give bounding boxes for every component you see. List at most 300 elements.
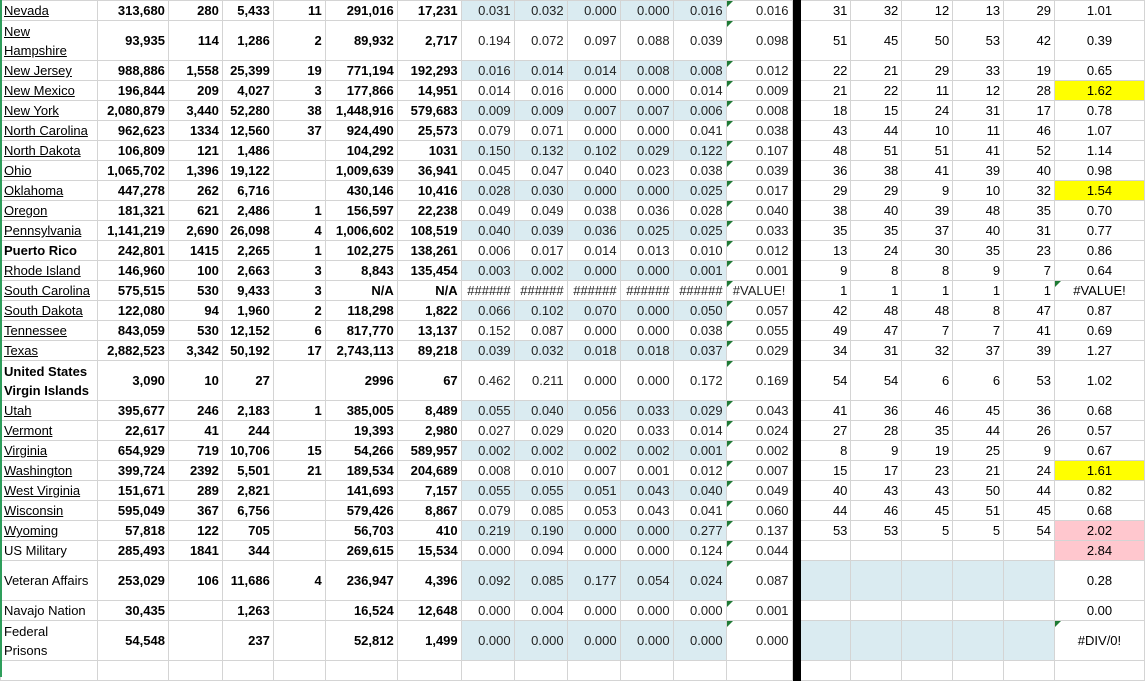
cell-rank-4[interactable] xyxy=(953,621,1004,661)
cell-rank-3[interactable]: 35 xyxy=(902,421,953,441)
cell-rank-1[interactable]: 49 xyxy=(800,321,851,341)
cell-rank-4[interactable]: 40 xyxy=(953,221,1004,241)
cell-name[interactable] xyxy=(1,461,98,481)
cell-b[interactable]: 313,680 xyxy=(97,1,168,21)
cell-rank-5[interactable]: 1 xyxy=(1004,281,1055,301)
cell-rank-3[interactable]: 7 xyxy=(902,321,953,341)
cell-d[interactable]: 25,399 xyxy=(222,61,273,81)
cell-d[interactable]: 5,501 xyxy=(222,461,273,481)
cell-ratio-3[interactable]: 0.014 xyxy=(567,61,620,81)
cell-rank-5[interactable]: 23 xyxy=(1004,241,1055,261)
state-link[interactable]: New York xyxy=(4,103,59,118)
cell-name[interactable] xyxy=(1,201,98,221)
cell-score[interactable]: 0.39 xyxy=(1054,21,1144,61)
cell-rank-4[interactable]: 45 xyxy=(953,401,1004,421)
cell-ratio-1[interactable]: 0.000 xyxy=(461,621,514,661)
empty-cell[interactable] xyxy=(222,661,273,681)
cell-f[interactable]: 385,005 xyxy=(325,401,397,421)
cell-b[interactable]: 146,960 xyxy=(97,261,168,281)
cell-c[interactable]: 719 xyxy=(168,441,222,461)
cell-d[interactable]: 50,192 xyxy=(222,341,273,361)
cell-ratio-3[interactable]: 0.056 xyxy=(567,401,620,421)
cell-rank-1[interactable]: 31 xyxy=(800,1,851,21)
cell-ratio-5[interactable]: 0.039 xyxy=(673,21,726,61)
cell-ratio-1[interactable]: 0.079 xyxy=(461,501,514,521)
cell-rank-2[interactable]: 22 xyxy=(851,81,902,101)
cell-rank-2[interactable]: 17 xyxy=(851,461,902,481)
cell-g[interactable]: 138,261 xyxy=(397,241,461,261)
cell-average[interactable]: 0.137 xyxy=(726,521,792,541)
cell-f[interactable]: 771,194 xyxy=(325,61,397,81)
cell-rank-5[interactable]: 32 xyxy=(1004,181,1055,201)
cell-rank-2[interactable]: 9 xyxy=(851,441,902,461)
cell-ratio-2[interactable]: 0.030 xyxy=(514,181,567,201)
cell-b[interactable]: 151,671 xyxy=(97,481,168,501)
cell-rank-5[interactable]: 46 xyxy=(1004,121,1055,141)
cell-ratio-4[interactable]: 0.033 xyxy=(620,421,673,441)
cell-b[interactable]: 2,882,523 xyxy=(97,341,168,361)
cell-score[interactable]: 2.84 xyxy=(1054,541,1144,561)
cell-name[interactable] xyxy=(1,221,98,241)
cell-ratio-3[interactable]: 0.000 xyxy=(567,1,620,21)
cell-f[interactable]: 430,146 xyxy=(325,181,397,201)
cell-c[interactable]: 1415 xyxy=(168,241,222,261)
cell-ratio-1[interactable]: 0.066 xyxy=(461,301,514,321)
cell-d[interactable]: 11,686 xyxy=(222,561,273,601)
cell-name[interactable] xyxy=(1,81,98,101)
cell-ratio-4[interactable]: 0.043 xyxy=(620,481,673,501)
cell-ratio-1[interactable]: 0.045 xyxy=(461,161,514,181)
cell-name[interactable] xyxy=(1,241,98,261)
cell-g[interactable]: 10,416 xyxy=(397,181,461,201)
state-link[interactable]: Wisconsin xyxy=(4,503,64,518)
cell-g[interactable]: 67 xyxy=(397,361,461,401)
cell-ratio-4[interactable]: 0.000 xyxy=(620,321,673,341)
cell-score[interactable]: 0.28 xyxy=(1054,561,1144,601)
cell-rank-5[interactable]: 44 xyxy=(1004,481,1055,501)
cell-c[interactable]: 100 xyxy=(168,261,222,281)
state-link[interactable]: West Virginia xyxy=(4,483,81,498)
cell-c[interactable]: 2392 xyxy=(168,461,222,481)
cell-name[interactable] xyxy=(1,361,98,401)
cell-e[interactable]: 1 xyxy=(273,401,325,421)
cell-average[interactable]: 0.009 xyxy=(726,81,792,101)
state-link[interactable]: New Mexico xyxy=(4,83,75,98)
cell-rank-4[interactable]: 1 xyxy=(953,281,1004,301)
cell-ratio-4[interactable]: 0.007 xyxy=(620,101,673,121)
cell-ratio-3[interactable]: 0.007 xyxy=(567,101,620,121)
cell-g[interactable]: 8,867 xyxy=(397,501,461,521)
cell-f[interactable]: 2,743,113 xyxy=(325,341,397,361)
cell-ratio-2[interactable]: 0.014 xyxy=(514,61,567,81)
cell-f[interactable]: 8,843 xyxy=(325,261,397,281)
cell-rank-4[interactable] xyxy=(953,601,1004,621)
cell-average[interactable]: 0.044 xyxy=(726,541,792,561)
cell-rank-3[interactable]: 10 xyxy=(902,121,953,141)
cell-average[interactable]: 0.043 xyxy=(726,401,792,421)
cell-rank-2[interactable]: 38 xyxy=(851,161,902,181)
cell-rank-5[interactable]: 17 xyxy=(1004,101,1055,121)
cell-rank-4[interactable]: 44 xyxy=(953,421,1004,441)
empty-cell[interactable] xyxy=(620,661,673,681)
cell-rank-3[interactable]: 11 xyxy=(902,81,953,101)
cell-rank-1[interactable]: 9 xyxy=(800,261,851,281)
cell-rank-1[interactable]: 34 xyxy=(800,341,851,361)
cell-name[interactable] xyxy=(1,541,98,561)
cell-score[interactable]: 0.98 xyxy=(1054,161,1144,181)
state-link[interactable]: South Dakota xyxy=(4,303,83,318)
cell-ratio-3[interactable]: 0.007 xyxy=(567,461,620,481)
cell-rank-3[interactable]: 30 xyxy=(902,241,953,261)
cell-e[interactable]: 38 xyxy=(273,101,325,121)
cell-ratio-3[interactable]: 0.070 xyxy=(567,301,620,321)
cell-f[interactable]: 54,266 xyxy=(325,441,397,461)
cell-b[interactable]: 106,809 xyxy=(97,141,168,161)
cell-average[interactable]: 0.007 xyxy=(726,461,792,481)
cell-score[interactable]: #DIV/0! xyxy=(1054,621,1144,661)
cell-rank-1[interactable]: 53 xyxy=(800,521,851,541)
cell-f[interactable]: 236,947 xyxy=(325,561,397,601)
cell-ratio-3[interactable]: 0.051 xyxy=(567,481,620,501)
cell-e[interactable]: 17 xyxy=(273,341,325,361)
cell-average[interactable]: 0.001 xyxy=(726,261,792,281)
cell-rank-5[interactable]: 19 xyxy=(1004,61,1055,81)
cell-rank-5[interactable]: 28 xyxy=(1004,81,1055,101)
cell-d[interactable]: 1,263 xyxy=(222,601,273,621)
cell-name[interactable] xyxy=(1,141,98,161)
cell-c[interactable]: 530 xyxy=(168,281,222,301)
cell-rank-1[interactable] xyxy=(800,621,851,661)
cell-rank-2[interactable] xyxy=(851,561,902,601)
cell-g[interactable]: 4,396 xyxy=(397,561,461,601)
cell-rank-5[interactable]: 36 xyxy=(1004,401,1055,421)
cell-rank-2[interactable]: 32 xyxy=(851,1,902,21)
cell-ratio-5[interactable]: 0.001 xyxy=(673,441,726,461)
cell-e[interactable] xyxy=(273,521,325,541)
cell-rank-3[interactable]: 37 xyxy=(902,221,953,241)
cell-rank-2[interactable]: 53 xyxy=(851,521,902,541)
cell-ratio-3[interactable]: 0.038 xyxy=(567,201,620,221)
cell-average[interactable]: 0.057 xyxy=(726,301,792,321)
cell-name[interactable] xyxy=(1,441,98,461)
cell-ratio-5[interactable]: 0.008 xyxy=(673,61,726,81)
cell-rank-4[interactable]: 7 xyxy=(953,321,1004,341)
cell-ratio-4[interactable]: 0.000 xyxy=(620,121,673,141)
cell-ratio-2[interactable]: 0.029 xyxy=(514,421,567,441)
cell-ratio-2[interactable]: 0.004 xyxy=(514,601,567,621)
cell-g[interactable]: 1,499 xyxy=(397,621,461,661)
cell-g[interactable]: 17,231 xyxy=(397,1,461,21)
cell-ratio-5[interactable]: 0.025 xyxy=(673,181,726,201)
cell-ratio-1[interactable]: 0.028 xyxy=(461,181,514,201)
cell-ratio-5[interactable]: 0.277 xyxy=(673,521,726,541)
empty-cell[interactable] xyxy=(168,661,222,681)
cell-rank-5[interactable]: 45 xyxy=(1004,501,1055,521)
cell-name[interactable] xyxy=(1,61,98,81)
cell-rank-5[interactable]: 41 xyxy=(1004,321,1055,341)
cell-ratio-1[interactable]: 0.016 xyxy=(461,61,514,81)
cell-name[interactable] xyxy=(1,421,98,441)
cell-e[interactable]: 2 xyxy=(273,301,325,321)
cell-rank-4[interactable]: 9 xyxy=(953,261,1004,281)
cell-d[interactable]: 12,152 xyxy=(222,321,273,341)
cell-e[interactable] xyxy=(273,541,325,561)
cell-e[interactable]: 15 xyxy=(273,441,325,461)
cell-ratio-4[interactable]: 0.002 xyxy=(620,441,673,461)
cell-rank-2[interactable] xyxy=(851,601,902,621)
cell-rank-3[interactable]: 48 xyxy=(902,301,953,321)
cell-d[interactable]: 244 xyxy=(222,421,273,441)
cell-name[interactable] xyxy=(1,121,98,141)
cell-d[interactable]: 10,706 xyxy=(222,441,273,461)
cell-rank-3[interactable]: 39 xyxy=(902,201,953,221)
cell-g[interactable]: 589,957 xyxy=(397,441,461,461)
cell-ratio-3[interactable]: 0.000 xyxy=(567,261,620,281)
cell-ratio-3[interactable]: 0.000 xyxy=(567,361,620,401)
cell-c[interactable]: 41 xyxy=(168,421,222,441)
cell-rank-1[interactable]: 44 xyxy=(800,501,851,521)
cell-name[interactable] xyxy=(1,601,98,621)
cell-score[interactable]: 0.70 xyxy=(1054,201,1144,221)
cell-d[interactable]: 52,280 xyxy=(222,101,273,121)
cell-b[interactable]: 395,677 xyxy=(97,401,168,421)
cell-ratio-5[interactable]: 0.014 xyxy=(673,81,726,101)
cell-ratio-3[interactable]: 0.000 xyxy=(567,541,620,561)
cell-ratio-1[interactable]: 0.008 xyxy=(461,461,514,481)
cell-ratio-2[interactable]: 0.000 xyxy=(514,621,567,661)
cell-ratio-2[interactable]: 0.190 xyxy=(514,521,567,541)
cell-rank-1[interactable]: 35 xyxy=(800,221,851,241)
cell-name[interactable] xyxy=(1,481,98,501)
cell-ratio-5[interactable]: 0.016 xyxy=(673,1,726,21)
cell-ratio-4[interactable]: 0.000 xyxy=(620,601,673,621)
cell-ratio-3[interactable]: ###### xyxy=(567,281,620,301)
empty-cell[interactable] xyxy=(1054,661,1144,681)
cell-ratio-3[interactable]: 0.000 xyxy=(567,81,620,101)
cell-rank-2[interactable]: 40 xyxy=(851,201,902,221)
cell-rank-1[interactable]: 18 xyxy=(800,101,851,121)
state-link[interactable]: Utah xyxy=(4,403,32,418)
cell-ratio-1[interactable]: 0.002 xyxy=(461,441,514,461)
cell-c[interactable]: 3,440 xyxy=(168,101,222,121)
cell-rank-2[interactable]: 45 xyxy=(851,21,902,61)
cell-rank-2[interactable]: 1 xyxy=(851,281,902,301)
cell-ratio-3[interactable]: 0.053 xyxy=(567,501,620,521)
cell-ratio-3[interactable]: 0.000 xyxy=(567,181,620,201)
cell-average[interactable]: 0.008 xyxy=(726,101,792,121)
cell-rank-1[interactable]: 15 xyxy=(800,461,851,481)
cell-ratio-5[interactable]: 0.024 xyxy=(673,561,726,601)
cell-rank-4[interactable]: 5 xyxy=(953,521,1004,541)
cell-rank-4[interactable]: 35 xyxy=(953,241,1004,261)
state-link[interactable]: Pennsylvania xyxy=(4,223,82,238)
cell-average[interactable]: 0.060 xyxy=(726,501,792,521)
cell-e[interactable] xyxy=(273,421,325,441)
cell-rank-1[interactable]: 1 xyxy=(800,281,851,301)
cell-rank-4[interactable]: 21 xyxy=(953,461,1004,481)
cell-f[interactable]: 102,275 xyxy=(325,241,397,261)
cell-ratio-4[interactable]: 0.000 xyxy=(620,541,673,561)
cell-g[interactable]: 15,534 xyxy=(397,541,461,561)
cell-ratio-4[interactable]: 0.000 xyxy=(620,81,673,101)
cell-score[interactable]: 1.07 xyxy=(1054,121,1144,141)
cell-c[interactable]: 10 xyxy=(168,361,222,401)
cell-c[interactable]: 122 xyxy=(168,521,222,541)
cell-score[interactable]: 0.68 xyxy=(1054,401,1144,421)
cell-ratio-2[interactable]: 0.085 xyxy=(514,501,567,521)
cell-ratio-4[interactable]: 0.043 xyxy=(620,501,673,521)
cell-ratio-4[interactable]: 0.000 xyxy=(620,361,673,401)
cell-rank-3[interactable]: 9 xyxy=(902,181,953,201)
cell-ratio-2[interactable]: 0.002 xyxy=(514,261,567,281)
cell-e[interactable]: 11 xyxy=(273,1,325,21)
cell-rank-5[interactable] xyxy=(1004,561,1055,601)
cell-rank-4[interactable]: 39 xyxy=(953,161,1004,181)
cell-ratio-4[interactable]: 0.054 xyxy=(620,561,673,601)
cell-rank-3[interactable]: 23 xyxy=(902,461,953,481)
cell-g[interactable]: N/A xyxy=(397,281,461,301)
cell-d[interactable]: 2,821 xyxy=(222,481,273,501)
cell-ratio-1[interactable]: ###### xyxy=(461,281,514,301)
cell-ratio-3[interactable]: 0.000 xyxy=(567,601,620,621)
cell-average[interactable]: 0.038 xyxy=(726,121,792,141)
cell-d[interactable]: 705 xyxy=(222,521,273,541)
cell-ratio-4[interactable]: 0.000 xyxy=(620,621,673,661)
state-link[interactable]: New Hampshire xyxy=(4,23,67,58)
cell-g[interactable]: 192,293 xyxy=(397,61,461,81)
cell-f[interactable]: 817,770 xyxy=(325,321,397,341)
cell-d[interactable]: 2,183 xyxy=(222,401,273,421)
cell-d[interactable]: 1,286 xyxy=(222,21,273,61)
cell-e[interactable]: 2 xyxy=(273,21,325,61)
cell-rank-1[interactable] xyxy=(800,561,851,601)
empty-cell[interactable] xyxy=(461,661,514,681)
cell-rank-4[interactable]: 53 xyxy=(953,21,1004,61)
cell-rank-1[interactable]: 51 xyxy=(800,21,851,61)
cell-rank-1[interactable] xyxy=(800,601,851,621)
cell-ratio-5[interactable]: 0.041 xyxy=(673,501,726,521)
cell-ratio-3[interactable]: 0.000 xyxy=(567,321,620,341)
cell-ratio-1[interactable]: 0.049 xyxy=(461,201,514,221)
cell-rank-5[interactable]: 24 xyxy=(1004,461,1055,481)
cell-ratio-1[interactable]: 0.152 xyxy=(461,321,514,341)
cell-rank-4[interactable] xyxy=(953,561,1004,601)
cell-c[interactable]: 3,342 xyxy=(168,341,222,361)
state-link[interactable]: Texas xyxy=(4,343,38,358)
state-link[interactable]: Virginia xyxy=(4,443,48,458)
cell-rank-4[interactable]: 6 xyxy=(953,361,1004,401)
cell-g[interactable]: 204,689 xyxy=(397,461,461,481)
cell-score[interactable]: 0.68 xyxy=(1054,501,1144,521)
cell-rank-2[interactable]: 47 xyxy=(851,321,902,341)
cell-ratio-5[interactable]: 0.029 xyxy=(673,401,726,421)
cell-rank-5[interactable] xyxy=(1004,621,1055,661)
empty-cell[interactable] xyxy=(273,661,325,681)
cell-score[interactable]: 0.69 xyxy=(1054,321,1144,341)
state-link[interactable]: New Jersey xyxy=(4,63,72,78)
cell-ratio-4[interactable]: 0.029 xyxy=(620,141,673,161)
cell-ratio-2[interactable]: 0.211 xyxy=(514,361,567,401)
cell-d[interactable]: 1,960 xyxy=(222,301,273,321)
cell-average[interactable]: 0.039 xyxy=(726,161,792,181)
cell-b[interactable]: 575,515 xyxy=(97,281,168,301)
cell-b[interactable]: 962,623 xyxy=(97,121,168,141)
cell-g[interactable]: 7,157 xyxy=(397,481,461,501)
cell-ratio-4[interactable]: ###### xyxy=(620,281,673,301)
cell-f[interactable]: 2996 xyxy=(325,361,397,401)
cell-rank-4[interactable]: 12 xyxy=(953,81,1004,101)
cell-b[interactable]: 1,141,219 xyxy=(97,221,168,241)
cell-ratio-1[interactable]: 0.079 xyxy=(461,121,514,141)
cell-b[interactable]: 3,090 xyxy=(97,361,168,401)
cell-score[interactable]: 0.77 xyxy=(1054,221,1144,241)
cell-score[interactable]: #VALUE! xyxy=(1054,281,1144,301)
cell-ratio-2[interactable]: 0.049 xyxy=(514,201,567,221)
cell-score[interactable]: 1.62 xyxy=(1054,81,1144,101)
cell-score[interactable]: 0.87 xyxy=(1054,301,1144,321)
cell-ratio-3[interactable]: 0.036 xyxy=(567,221,620,241)
cell-e[interactable]: 4 xyxy=(273,561,325,601)
cell-rank-2[interactable]: 28 xyxy=(851,421,902,441)
state-link[interactable]: Vermont xyxy=(4,423,53,438)
cell-f[interactable]: 579,426 xyxy=(325,501,397,521)
cell-e[interactable] xyxy=(273,181,325,201)
cell-ratio-1[interactable]: 0.092 xyxy=(461,561,514,601)
cell-d[interactable]: 2,486 xyxy=(222,201,273,221)
state-link[interactable]: Wyoming xyxy=(4,523,59,538)
cell-rank-4[interactable]: 41 xyxy=(953,141,1004,161)
cell-rank-4[interactable] xyxy=(953,541,1004,561)
cell-rank-2[interactable]: 36 xyxy=(851,401,902,421)
cell-ratio-3[interactable]: 0.000 xyxy=(567,121,620,141)
cell-b[interactable]: 57,818 xyxy=(97,521,168,541)
cell-rank-5[interactable]: 40 xyxy=(1004,161,1055,181)
cell-score[interactable]: 0.82 xyxy=(1054,481,1144,501)
empty-cell[interactable] xyxy=(1004,661,1055,681)
cell-f[interactable]: 19,393 xyxy=(325,421,397,441)
cell-rank-3[interactable]: 24 xyxy=(902,101,953,121)
cell-b[interactable]: 595,049 xyxy=(97,501,168,521)
cell-ratio-1[interactable]: 0.462 xyxy=(461,361,514,401)
cell-d[interactable]: 2,663 xyxy=(222,261,273,281)
cell-f[interactable]: 89,932 xyxy=(325,21,397,61)
cell-d[interactable]: 27 xyxy=(222,361,273,401)
cell-d[interactable]: 9,433 xyxy=(222,281,273,301)
cell-c[interactable]: 289 xyxy=(168,481,222,501)
cell-ratio-2[interactable]: 0.010 xyxy=(514,461,567,481)
cell-ratio-3[interactable]: 0.097 xyxy=(567,21,620,61)
cell-name[interactable] xyxy=(1,21,98,61)
cell-e[interactable] xyxy=(273,141,325,161)
cell-ratio-2[interactable]: 0.016 xyxy=(514,81,567,101)
cell-c[interactable]: 106 xyxy=(168,561,222,601)
cell-rank-1[interactable]: 29 xyxy=(800,181,851,201)
cell-rank-3[interactable]: 45 xyxy=(902,501,953,521)
cell-rank-3[interactable]: 51 xyxy=(902,141,953,161)
cell-ratio-4[interactable]: 0.033 xyxy=(620,401,673,421)
cell-c[interactable]: 2,690 xyxy=(168,221,222,241)
cell-f[interactable]: 189,534 xyxy=(325,461,397,481)
cell-rank-1[interactable]: 36 xyxy=(800,161,851,181)
cell-ratio-5[interactable]: 0.040 xyxy=(673,481,726,501)
cell-rank-5[interactable]: 39 xyxy=(1004,341,1055,361)
cell-e[interactable]: 37 xyxy=(273,121,325,141)
cell-ratio-4[interactable]: 0.023 xyxy=(620,161,673,181)
cell-average[interactable]: #VALUE! xyxy=(726,281,792,301)
cell-ratio-2[interactable]: 0.002 xyxy=(514,441,567,461)
cell-ratio-2[interactable]: 0.039 xyxy=(514,221,567,241)
empty-cell[interactable] xyxy=(673,661,726,681)
